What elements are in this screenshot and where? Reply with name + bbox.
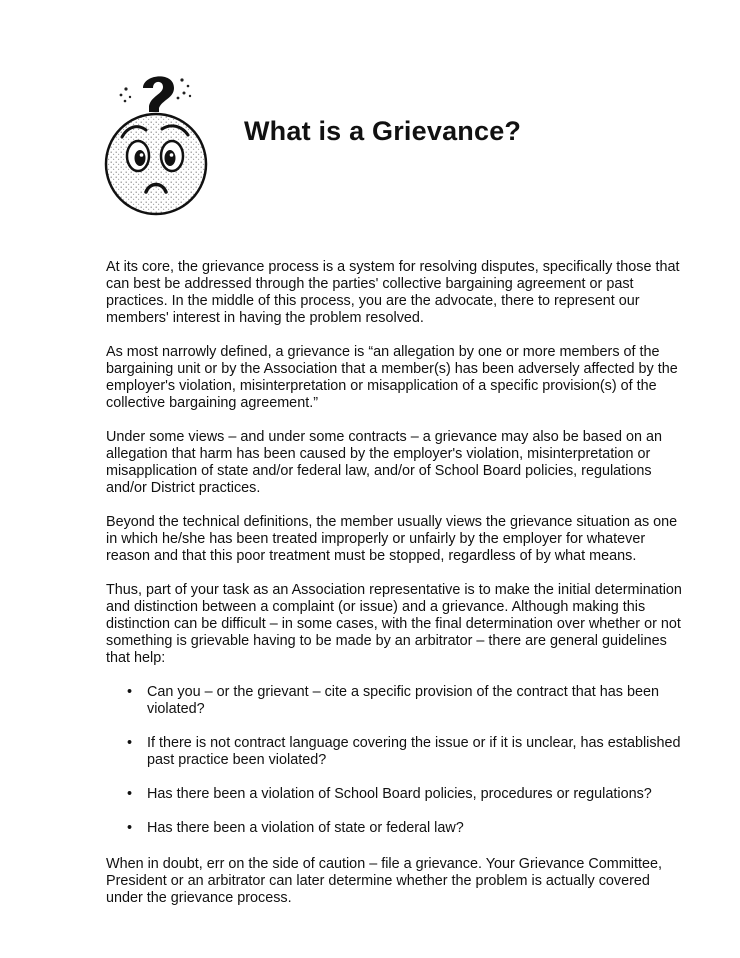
bullet-icon: • (127, 684, 133, 700)
list-item-text: Has there been a violation of School Board policies, procedures or regulations? (147, 786, 652, 802)
bullet-icon: • (127, 735, 133, 751)
list-item-text: Can you – or the grievant – cite a specific provision of the contract that has been violated? (147, 684, 659, 717)
page-title: What is a Grievance? (244, 116, 522, 146)
list-item-text: If there is not contract language covering the issue or if it is unclear, has established past practice been violated? (147, 735, 681, 768)
confused-face-question-mark-icon (100, 66, 220, 216)
list-item (106, 684, 686, 718)
bullet-icon: • (127, 820, 133, 836)
guideline-list (106, 684, 686, 837)
closing-paragraph: When in doubt, err on the side of caution – file a grievance. Your Grievance Committee, President or an arbitrator can later determine whether the problem is actually covered under the grievance process. (106, 856, 662, 906)
list-item (106, 786, 686, 803)
list-item-text: Has there been a violation of state or federal law? (147, 820, 464, 836)
paragraph: Thus, part of your task as an Association representative is to make the initial determination and distinction between a complaint (or issue) and a grievance. Although making this distinction can be difficult – in some cases, with the final determination over whether or not something is grievable having to be made by an arbitrator – there are general guidelines that help: (106, 582, 682, 666)
paragraph: At its core, the grievance process is a system for resolving disputes, specifically those that can best be addressed through the parties' collective bargaining agreement or past practices. In the middle of this process, you are the advocate, there to represent our members' interest in having the problem resolved. (106, 259, 680, 326)
paragraph: As most narrowly defined, a grievance is “an allegation by one or more members of the bargaining unit or by the Association that a member(s) has been adversely affected by the employer's violation, misinterpretation or misapplication of a specific provision(s) of the collective bargaining agreement.” (106, 344, 678, 411)
list-item (106, 820, 686, 837)
document-body (106, 259, 686, 924)
bullet-icon: • (127, 786, 133, 802)
paragraph: Under some views – and under some contracts – a grievance may also be based on an allegation that harm has been caused by the employer's violation, misinterpretation or misapplication of state and/or federal law, and/or of School Board policies, regulations and/or District practices. (106, 429, 662, 496)
list-item (106, 735, 686, 769)
paragraph: Beyond the technical definitions, the member usually views the grievance situation as one in which he/she has been treated improperly or unfairly by the employer for whatever reason and that this poor treatment must be stopped, regardless of by what means. (106, 514, 678, 564)
